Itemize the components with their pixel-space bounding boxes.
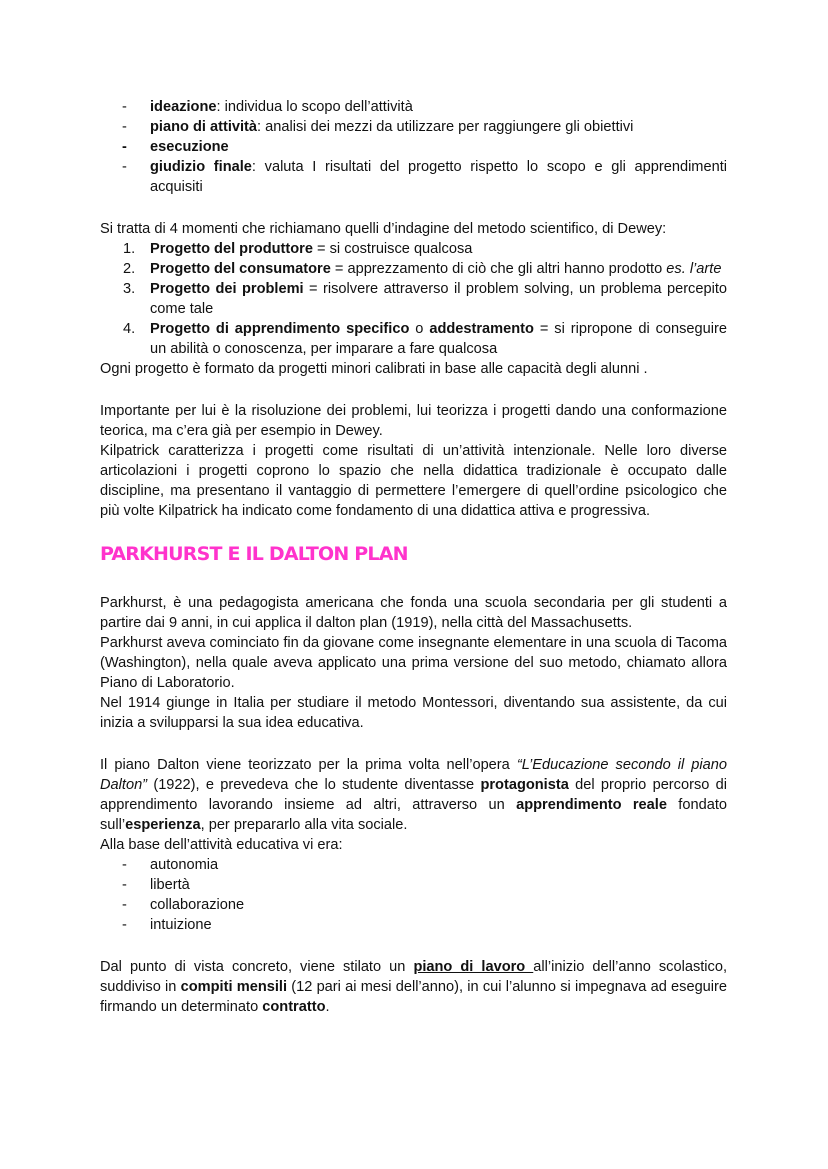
list-item: 4. Progetto di apprendimento specifico o addestramento = si ripropone di conseguire un abilità o conoscenza, per imparare a fare qualcosa: [123, 321, 727, 357]
list-item: 3. Progetto dei problemi = risolvere attraverso il problem solving, un problema percepito come tale: [123, 281, 727, 317]
para-dalton: Il piano Dalton viene teorizzato per la prima volta nell’opera “L’Educazione secondo il piano Dalton” (1922), e prevedeva che lo studente diventasse protagonista del proprio percorso di apprendimento lavorando insieme ad altri, attraverso un apprendimento reale fondato sull’esperienza, per prepararlo alla vita sociale.: [100, 757, 728, 833]
list-item: - ideazione: individua lo scopo dell’attività: [100, 97, 727, 117]
projects-list: [100, 239, 727, 359]
base-list: [100, 855, 727, 935]
document-page: [100, 97, 727, 1017]
para-problems: Importante per lui è la risoluzione dei problemi, lui teorizza i progetti dando una conformazione teorica, ma c’era già per esempio in Dewey.: [100, 403, 727, 439]
para-kilpatrick: Kilpatrick caratterizza i progetti come risultati di un’attività intenzionale. Nelle loro diverse articolazioni i progetti coprono lo spazio che nella didattica tradizionale è occupato dalle discipline, ma presentano il vantaggio di permettere l’emergere di quell’ordine psicologico che più volte Kilpatrick ha indicato come fondamento di una didattica attiva e progressiva.: [100, 443, 727, 519]
para-parkhurst-1: Parkhurst, è una pedagogista americana che fonda una scuola secondaria per gli studenti a partire dai 9 anni, in cui applica il dalton plan (1919), nella città del Massachusetts.: [100, 595, 727, 631]
list-item: - collaborazione: [100, 895, 727, 915]
para-parkhurst-3: Nel 1914 giunge in Italia per studiare il metodo Montessori, diventando sua assistente, da cui inizia a svilupparsi la sua idea educativa.: [100, 695, 727, 731]
list-item: - giudizio finale: valuta I risultati del progetto rispetto lo scopo e gli apprendimenti acquisiti: [100, 157, 727, 197]
list-item: 1. Progetto del produttore = si costruisce qualcosa: [123, 241, 473, 257]
para-concrete: Dal punto di vista concreto, viene stilato un piano di lavoro all’inizio dell’anno scolastico, suddiviso in compiti mensili (12 pari ai mesi dell’anno), in cui l’alunno si impegnava ad eseguire firmando un determinato contratto.: [100, 959, 728, 1015]
para-parkhurst-2: Parkhurst aveva cominciato fin da giovane come insegnante elementare in una scuola di Tacoma (Washington), nella quale aveva applicato una prima versione del suo metodo, chiamato allora Piano di Laboratorio.: [100, 635, 727, 691]
list-item: - piano di attività: analisi dei mezzi da utilizzare per raggiungere gli obiettivi: [100, 117, 727, 137]
base-intro: Alla base dell’attività educativa vi era:: [100, 837, 343, 853]
list-item: - libertà: [100, 875, 727, 895]
list-item: - esecuzione: [100, 137, 727, 157]
section-heading: PARKHURST E IL DALTON PLAN: [100, 543, 408, 565]
project-phases-list: [100, 97, 727, 197]
list-item: 2. Progetto del consumatore = apprezzamento di ciò che gli altri hanno prodotto es. l’arte: [123, 261, 722, 277]
projects-after: Ogni progetto è formato da progetti minori calibrati in base alle capacità degli alunni .: [100, 361, 648, 377]
list-item: - autonomia: [100, 855, 727, 875]
dewey-intro: Si tratta di 4 momenti che richiamano quelli d’indagine del metodo scientifico, di Dewey:: [100, 221, 667, 237]
list-item: - intuizione: [100, 915, 727, 935]
